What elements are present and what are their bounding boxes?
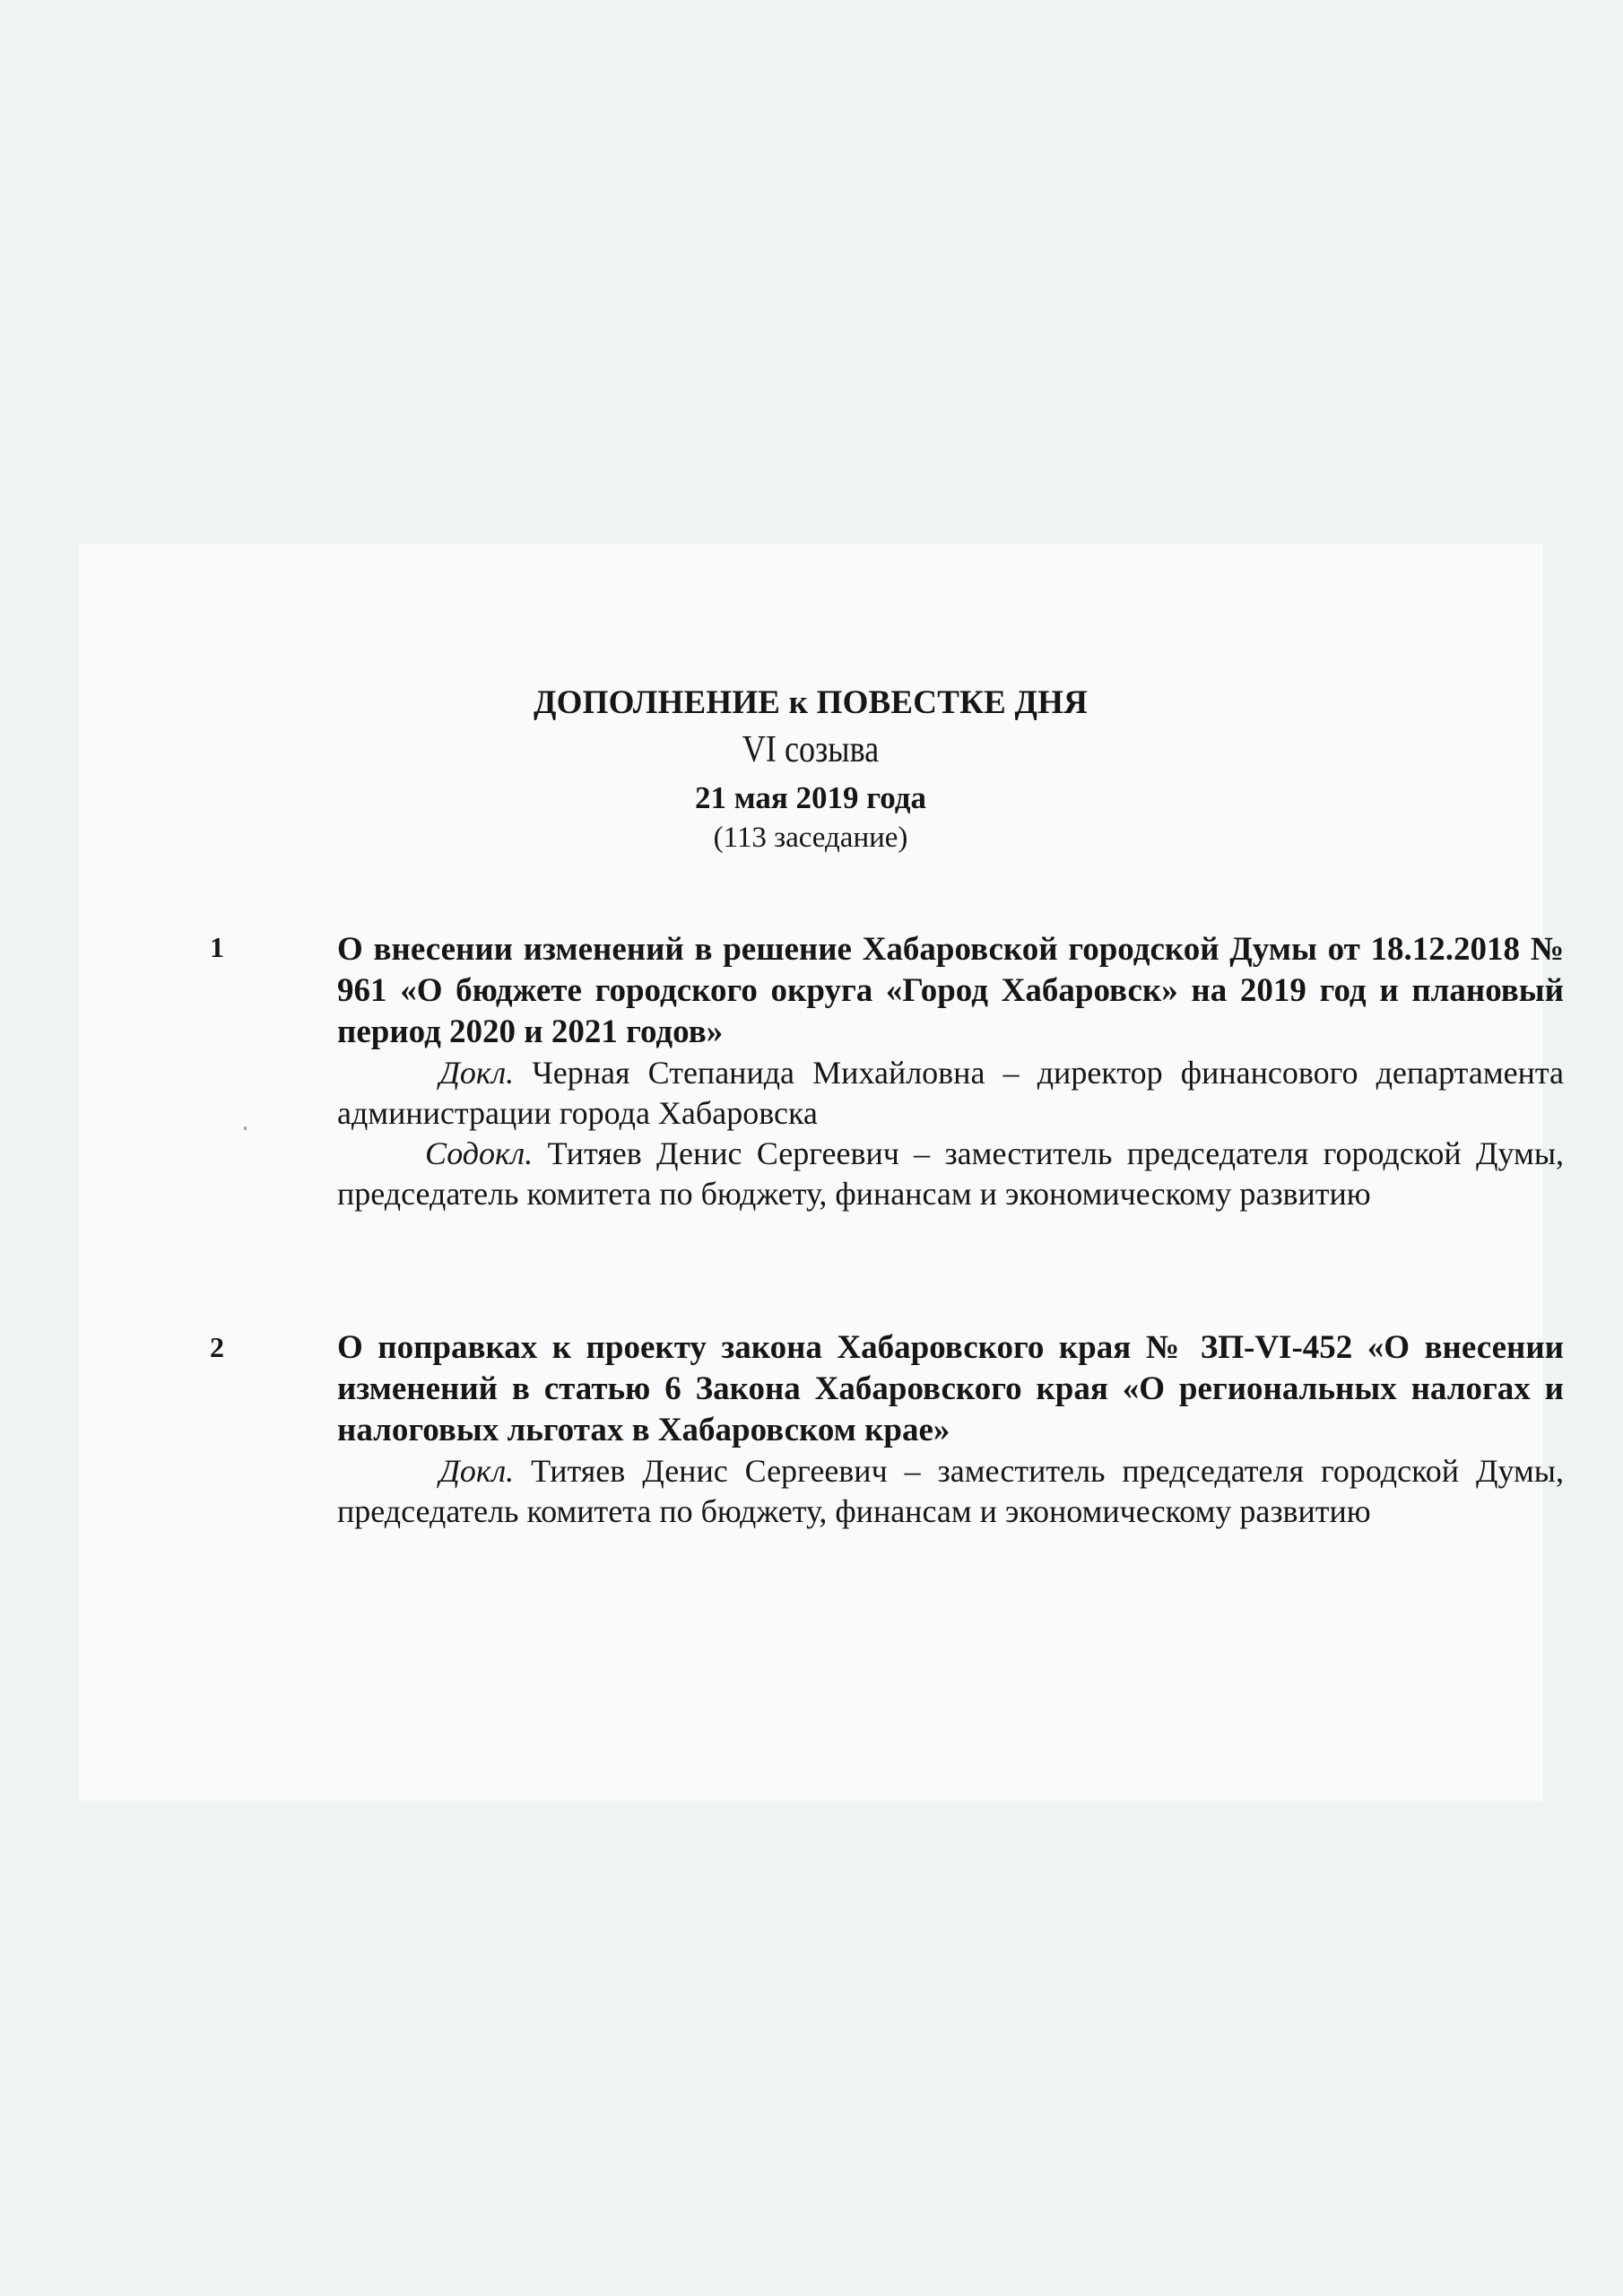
- session-number: (113 заседание): [713, 822, 908, 854]
- speaker-entry: [337, 1451, 1564, 1532]
- agenda-item-title: О поправках к проекту закона Хабаровского края № ЗП-VI-452 «О внесении изменений в статью 6 Закона Хабаровского края «О региональных налогах и налоговых льготах в Хабаровском крае»: [337, 1329, 1564, 1448]
- speaker-role: Докл.: [439, 1453, 515, 1489]
- agenda-item-title: О внесении изменений в решение Хабаровской городской Думы от 18.12.2018 № 961 «О бюджете городского округа «Город Хабаровск» на 2019 год и плановый период 2020 и 2021 годов»: [337, 931, 1564, 1050]
- speaker-text: Титяев Денис Сергеевич – заместитель председателя городской Думы, председатель комитета по бюджету, финансам и экономическому развитию: [337, 1135, 1565, 1212]
- speaker-role: Докл.: [439, 1055, 515, 1091]
- speaker-text: Титяев Денис Сергеевич – заместитель председателя городской Думы, председатель комитета по бюджету, финансам и экономическому развитию: [337, 1453, 1564, 1529]
- document-page: [79, 544, 1565, 1801]
- speaker-text: Черная Степанида Михайловна – директор финансового департамента администрации города Хабаровска: [337, 1055, 1564, 1131]
- agenda-item: [337, 929, 1564, 1214]
- agenda-item-number: 1: [210, 931, 224, 963]
- session-date: 21 мая 2019 года: [694, 780, 926, 815]
- agenda-item: [337, 1327, 1564, 1532]
- page-title: ДОПОЛНЕНИЕ к ПОВЕСТКЕ ДНЯ: [533, 684, 1089, 721]
- scan-speck: [244, 1126, 247, 1130]
- speaker-role: Содокл.: [425, 1135, 534, 1171]
- agenda-item-number: 2: [210, 1331, 224, 1363]
- convocation-label: VI созыва: [742, 729, 880, 770]
- speaker-entry: [337, 1134, 1564, 1214]
- speaker-entry: [337, 1053, 1564, 1134]
